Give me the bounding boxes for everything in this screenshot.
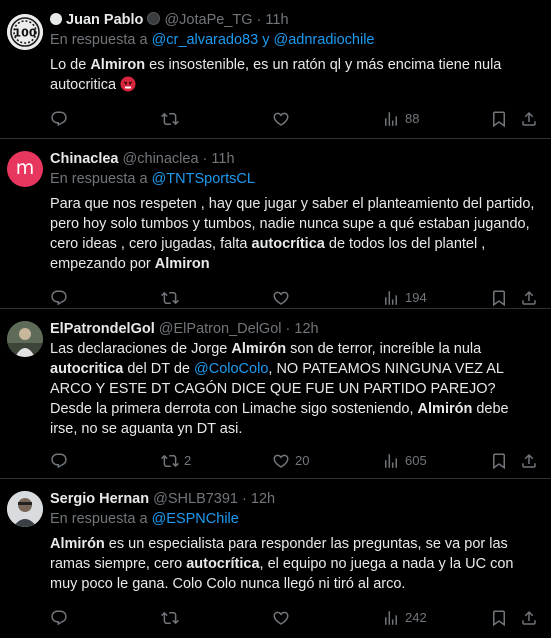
display-name[interactable]: Chinaclea bbox=[50, 151, 119, 167]
views-count: 605 bbox=[405, 453, 427, 468]
user-handle[interactable]: @ElPatron_DelGol bbox=[158, 321, 282, 337]
tweet-header bbox=[50, 319, 539, 339]
mention-link[interactable]: @TNTSportsCL bbox=[151, 171, 255, 187]
user-handle[interactable]: @chinaclea bbox=[122, 151, 199, 167]
avatar[interactable] bbox=[7, 14, 43, 50]
views-button[interactable] bbox=[382, 110, 419, 128]
text-run: , el equipo no juega a nada y la UC con muy poco le gana. Colo Colo nunca llegó ni tiró al arco. bbox=[50, 556, 514, 592]
highlighted-term: Almiron bbox=[90, 57, 146, 73]
tweet-header bbox=[50, 489, 539, 509]
svg-text:100: 100 bbox=[13, 26, 37, 40]
reply-icon bbox=[50, 110, 68, 128]
highlighted-term: Almirón bbox=[417, 401, 473, 417]
highlighted-term: Almirón bbox=[231, 341, 287, 357]
highlighted-term: autocrítica bbox=[186, 556, 260, 572]
views-chart-icon bbox=[382, 110, 400, 128]
share-button[interactable] bbox=[520, 289, 538, 307]
reply-prefix: En respuesta a bbox=[50, 32, 148, 48]
display-name[interactable]: Juan Pablo bbox=[66, 12, 144, 28]
timestamp[interactable]: 12h bbox=[250, 491, 276, 507]
reply-prefix: En respuesta a bbox=[50, 511, 148, 527]
separator-dot: · bbox=[285, 321, 291, 337]
retweet-icon bbox=[161, 110, 179, 128]
tweet-header bbox=[50, 149, 539, 169]
user-handle[interactable]: @JotaPe_TG bbox=[164, 12, 253, 28]
retweet-button[interactable] bbox=[161, 452, 191, 470]
tweet[interactable] bbox=[0, 479, 551, 633]
tweet-text bbox=[50, 339, 535, 439]
heart-icon bbox=[272, 110, 290, 128]
views-chart-icon bbox=[382, 452, 400, 470]
display-name[interactable]: Sergio Hernan bbox=[50, 491, 150, 507]
timestamp[interactable]: 11h bbox=[211, 151, 235, 167]
share-icon bbox=[520, 609, 538, 627]
share-button[interactable] bbox=[520, 452, 538, 470]
avatar-100-icon bbox=[7, 14, 43, 50]
text-run: Las declaraciones de Jorge bbox=[50, 341, 232, 357]
text-run: es insostenible, es un ratón ql y más encima tiene nula autocritica bbox=[50, 57, 502, 93]
text-run: Lo de bbox=[50, 57, 91, 73]
timestamp[interactable]: 12h bbox=[294, 321, 319, 337]
separator-dot: · bbox=[256, 12, 262, 28]
reply-button[interactable] bbox=[50, 289, 68, 307]
heart-icon bbox=[272, 452, 290, 470]
like-button[interactable] bbox=[272, 289, 290, 307]
tweet[interactable] bbox=[0, 139, 551, 309]
share-icon bbox=[520, 289, 538, 307]
retweet-icon bbox=[161, 289, 179, 307]
views-button[interactable] bbox=[382, 289, 427, 307]
bookmark-icon bbox=[490, 452, 508, 470]
views-count: 194 bbox=[405, 290, 427, 305]
reply-context bbox=[50, 509, 539, 529]
highlighted-term: autocrítica bbox=[251, 236, 325, 252]
reply-context bbox=[50, 30, 539, 50]
tweet-text bbox=[50, 534, 535, 594]
share-icon bbox=[520, 110, 538, 128]
avatar[interactable] bbox=[7, 151, 43, 187]
reply-icon bbox=[50, 452, 68, 470]
reply-context bbox=[50, 169, 539, 189]
like-button[interactable] bbox=[272, 609, 290, 627]
mention-link[interactable]: @cr_alvarado83 bbox=[151, 32, 259, 48]
mention-link[interactable]: @adnradiochile bbox=[273, 32, 375, 48]
retweet-button[interactable] bbox=[161, 609, 179, 627]
reply-joiner: y bbox=[262, 32, 270, 48]
reply-prefix: En respuesta a bbox=[50, 171, 148, 187]
retweet-icon bbox=[161, 452, 179, 470]
text-run: , NO PATEAMOS NINGUNA VEZ AL ARCO Y ESTE DT CAGÓN DICE QUE FUE UN PARTIDO PAREJO? Desde la primera derrota con Limache sigo sosteniendo, bbox=[50, 361, 504, 417]
share-button[interactable] bbox=[520, 110, 538, 128]
tweet-actions bbox=[50, 445, 539, 481]
reply-button[interactable] bbox=[50, 110, 68, 128]
avatar-letter: m bbox=[15, 156, 35, 179]
views-chart-icon bbox=[382, 609, 400, 627]
highlighted-term: Almirón bbox=[50, 536, 105, 552]
reply-button[interactable] bbox=[50, 609, 68, 627]
heart-icon bbox=[272, 289, 290, 307]
share-button[interactable] bbox=[520, 609, 538, 627]
tweet[interactable] bbox=[0, 309, 551, 479]
avatar-photo-icon bbox=[7, 321, 43, 357]
bookmark-icon bbox=[490, 289, 508, 307]
text-run: debe irse, no se aguanta yn DT asi. bbox=[50, 401, 509, 437]
retweet-button[interactable] bbox=[161, 289, 179, 307]
reply-button[interactable] bbox=[50, 452, 68, 470]
tweet-text bbox=[50, 194, 535, 274]
share-icon bbox=[520, 452, 538, 470]
display-name[interactable]: ElPatrondelGol bbox=[50, 321, 155, 337]
text-run: de todos los del plantel , empezando por bbox=[50, 236, 486, 272]
bookmark-button[interactable] bbox=[490, 452, 508, 470]
bookmark-icon bbox=[490, 609, 508, 627]
retweet-count: 2 bbox=[184, 453, 192, 468]
reply-icon bbox=[50, 609, 68, 627]
text-run: del DT de bbox=[123, 361, 195, 377]
like-button[interactable] bbox=[272, 452, 309, 470]
text-run: es un especialista para responder las preguntas, se va por las ramas siempre, cero bbox=[50, 536, 508, 572]
reply-icon bbox=[50, 289, 68, 307]
like-button[interactable] bbox=[272, 110, 290, 128]
white-circle-emoji-icon bbox=[50, 13, 62, 25]
retweet-icon bbox=[161, 609, 179, 627]
tweet-actions bbox=[50, 103, 539, 139]
avatar[interactable] bbox=[7, 491, 43, 527]
views-chart-icon bbox=[382, 289, 400, 307]
highlighted-term: Almiron bbox=[154, 256, 210, 272]
views-button[interactable] bbox=[382, 609, 427, 627]
tweet-header bbox=[50, 10, 539, 30]
bookmark-icon bbox=[490, 110, 508, 128]
user-handle[interactable]: @SHLB7391 bbox=[153, 491, 238, 507]
tweet[interactable] bbox=[0, 0, 551, 139]
mention-link[interactable]: @ColoColo bbox=[194, 361, 269, 377]
views-count: 242 bbox=[405, 610, 427, 625]
highlighted-term: autocritica bbox=[50, 361, 124, 377]
bookmark-button[interactable] bbox=[490, 110, 508, 128]
like-count: 20 bbox=[295, 453, 310, 468]
avatar[interactable] bbox=[7, 321, 43, 357]
bookmark-button[interactable] bbox=[490, 289, 508, 307]
retweet-button[interactable] bbox=[161, 110, 179, 128]
views-button[interactable] bbox=[382, 452, 427, 470]
separator-dot: · bbox=[202, 151, 208, 167]
views-count: 88 bbox=[405, 111, 420, 126]
bookmark-button[interactable] bbox=[490, 609, 508, 627]
avatar-photo-icon bbox=[7, 491, 43, 527]
text-run: Para que nos respeten , hay que jugar y saber el planteamiento del partido, pero hoy solo tumbos y tumbos, nadie nunca supe a qué estaban jugando, cero ideas , cero jugadas, falta bbox=[50, 196, 535, 252]
text-run: son de terror, increíble la nula bbox=[286, 341, 482, 357]
angry-face-icon bbox=[120, 76, 136, 92]
heart-icon bbox=[272, 609, 290, 627]
separator-dot: · bbox=[242, 491, 247, 507]
timestamp[interactable]: 11h bbox=[265, 12, 289, 28]
tweet-text bbox=[50, 55, 535, 95]
black-circle-emoji-icon bbox=[147, 12, 160, 25]
mention-link[interactable]: @ESPNChile bbox=[151, 511, 239, 527]
